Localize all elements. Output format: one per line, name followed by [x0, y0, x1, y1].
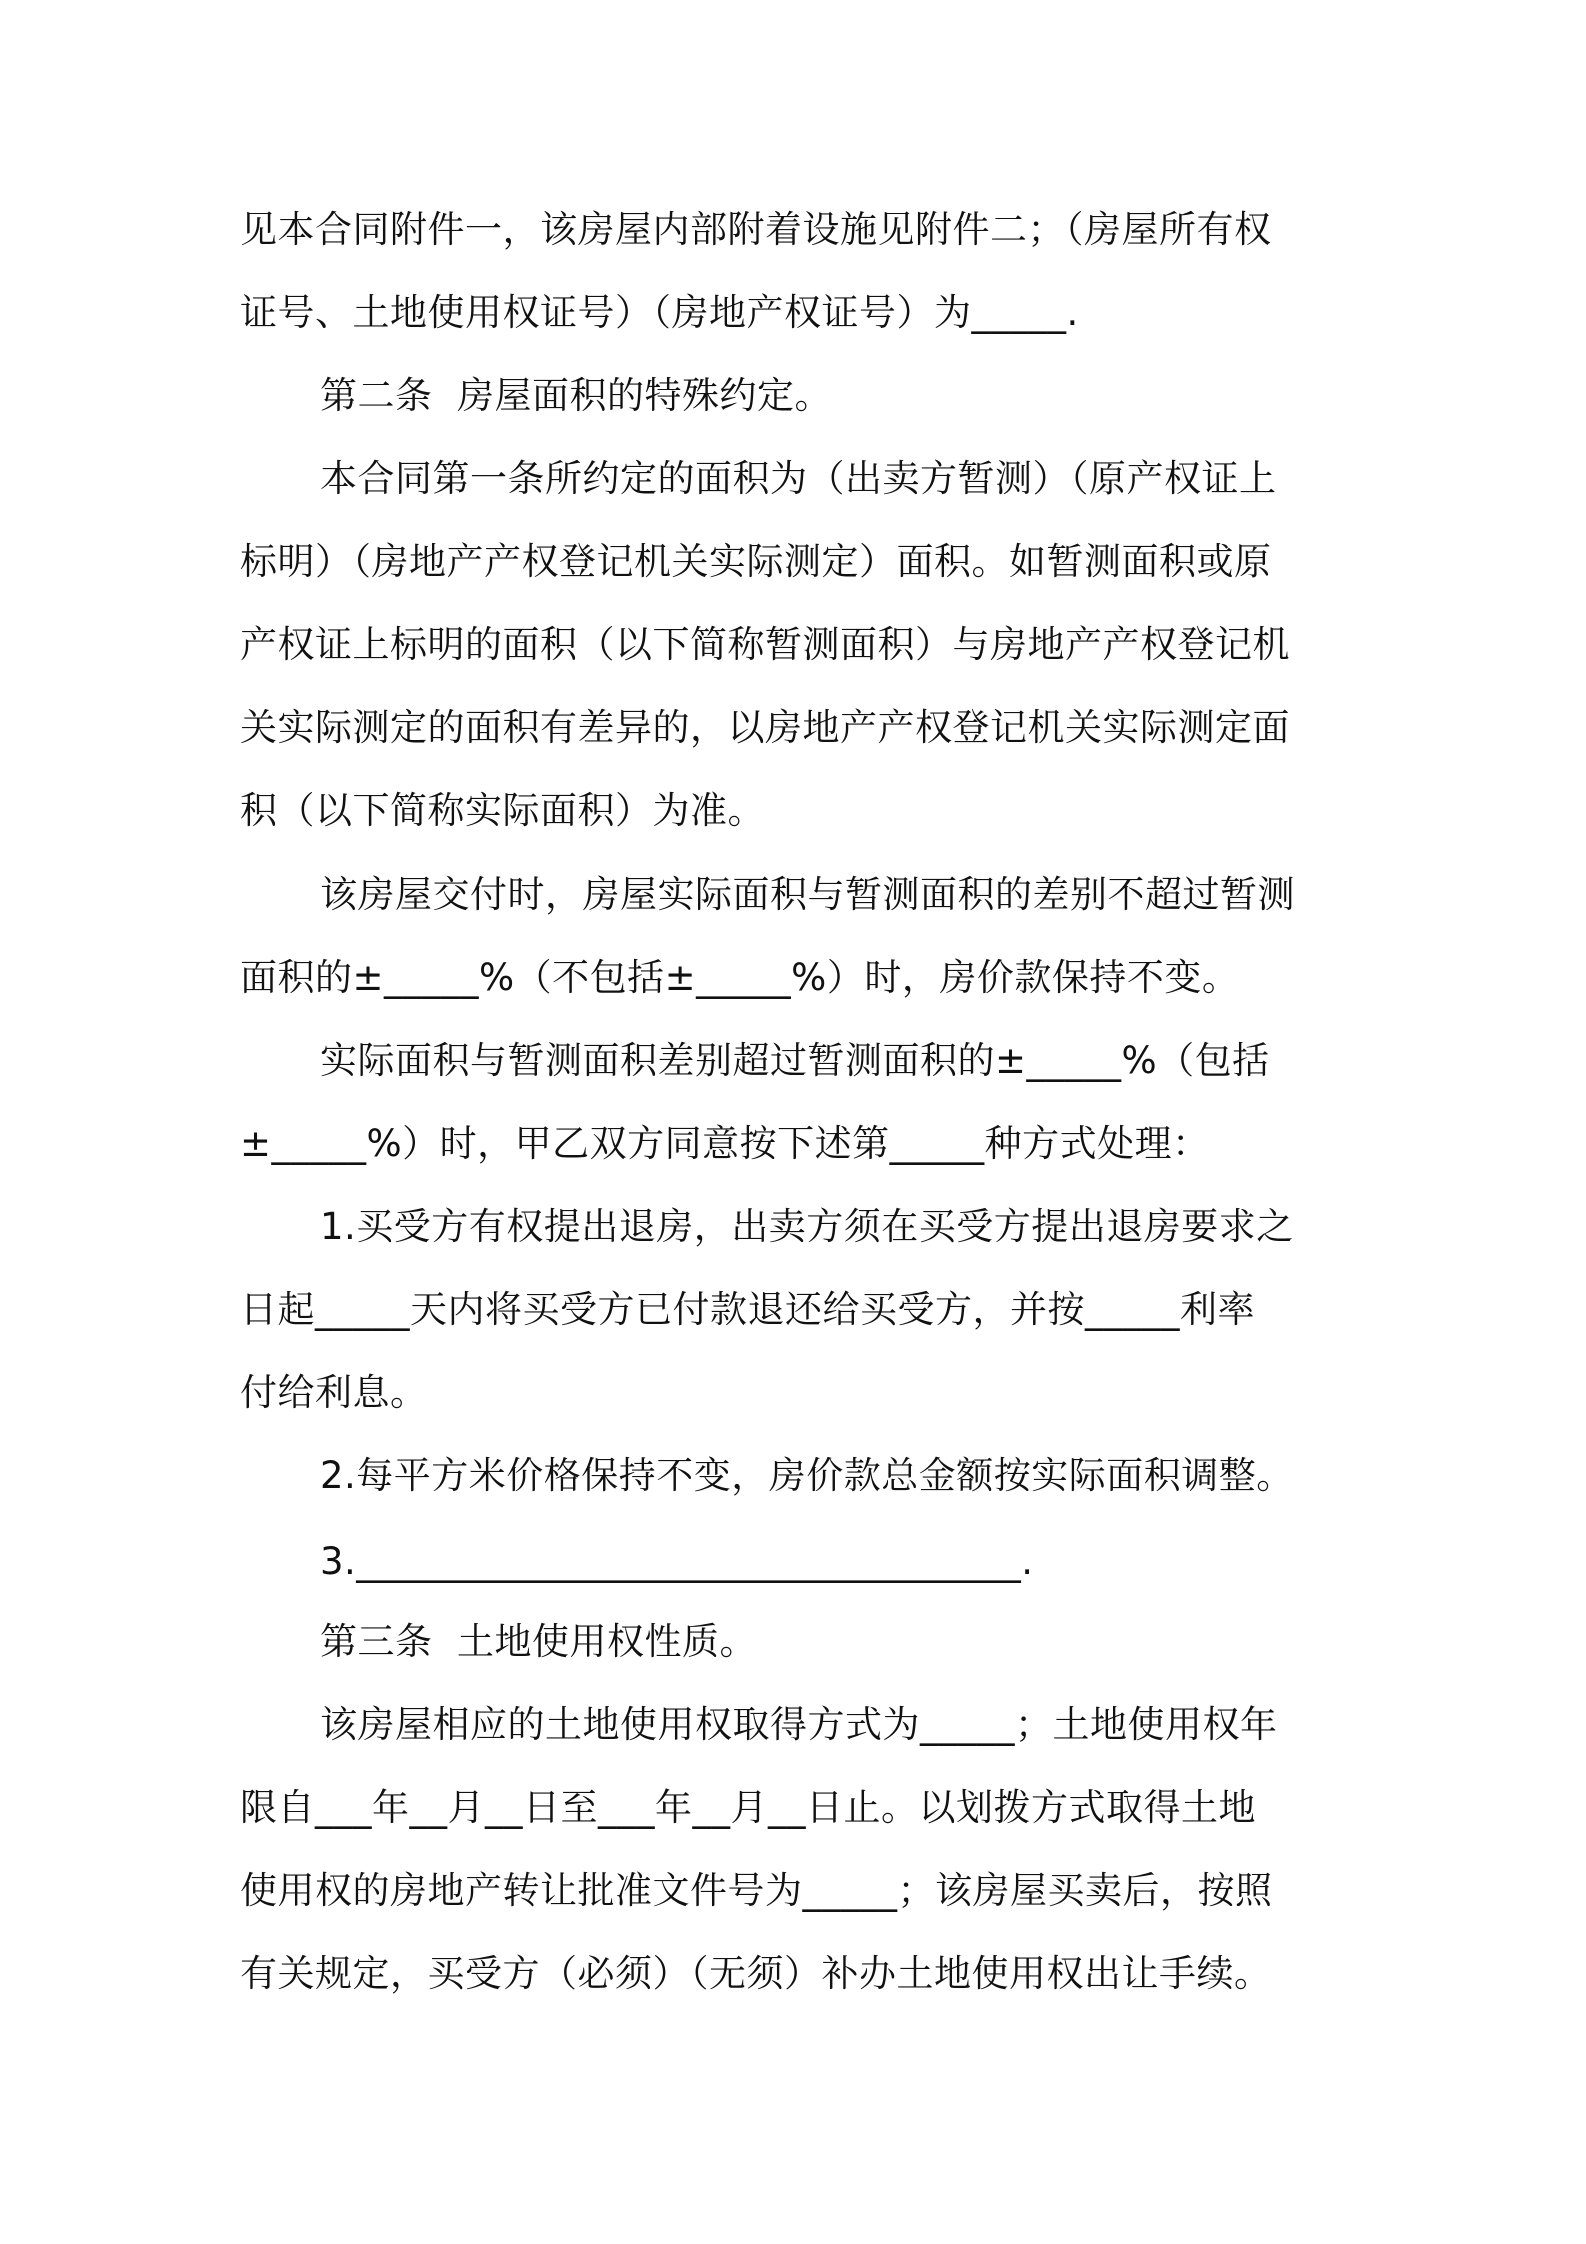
- text-line: 产权证上标明的面积（以下简称暂测面积）与房地产产权登记机: [240, 623, 1290, 666]
- text-line: ±_____%）时，甲乙双方同意按下述第_____种方式处理：: [240, 1122, 1210, 1165]
- text-line: 证号、土地使用权证号）（房地产权证号）为_____.: [240, 291, 1079, 334]
- article-heading: 第三条 土地使用权性质。: [320, 1620, 758, 1663]
- text-line: 有关规定，买受方（必须）（无须）补办土地使用权出让手续。: [240, 1952, 1272, 1995]
- text-line: 见本合同附件一，该房屋内部附着设施见附件二；（房屋所有权: [240, 208, 1272, 251]
- text-line: 该房屋相应的土地使用权取得方式为_____；土地使用权年: [320, 1703, 1278, 1746]
- list-item: 1.买受方有权提出退房，出卖方须在买受方提出退房要求之: [320, 1205, 1294, 1248]
- text-line: 该房屋交付时，房屋实际面积与暂测面积的差别不超过暂测: [320, 873, 1295, 916]
- list-item: 2.每平方米价格保持不变，房价款总金额按实际面积调整。: [320, 1454, 1294, 1497]
- text-line: 限自___年__月__日至___年__月__日止。以划拨方式取得土地: [240, 1786, 1256, 1829]
- text-line: 使用权的房地产转让批准文件号为_____；该房屋买卖后，按照: [240, 1869, 1273, 1912]
- article-heading: 第二条 房屋面积的特殊约定。: [320, 374, 833, 417]
- text-line: 日起_____天内将买受方已付款退还给买受方，并按_____利率: [240, 1288, 1255, 1331]
- list-item: 3.___________________________________.: [320, 1540, 1034, 1583]
- text-line: 付给利息。: [240, 1371, 428, 1414]
- text-line: 标明）（房地产产权登记机关实际测定）面积。如暂测面积或原: [240, 540, 1272, 583]
- text-line: 关实际测定的面积有差异的，以房地产产权登记机关实际测定面: [240, 706, 1290, 749]
- text-line: 面积的±_____%（不包括±_____%）时，房价款保持不变。: [240, 956, 1240, 999]
- text-line: 积（以下简称实际面积）为准。: [240, 789, 765, 832]
- text-line: 本合同第一条所约定的面积为（出卖方暂测）（原产权证上: [320, 457, 1277, 500]
- text-line: 实际面积与暂测面积差别超过暂测面积的±_____%（包括: [320, 1039, 1270, 1082]
